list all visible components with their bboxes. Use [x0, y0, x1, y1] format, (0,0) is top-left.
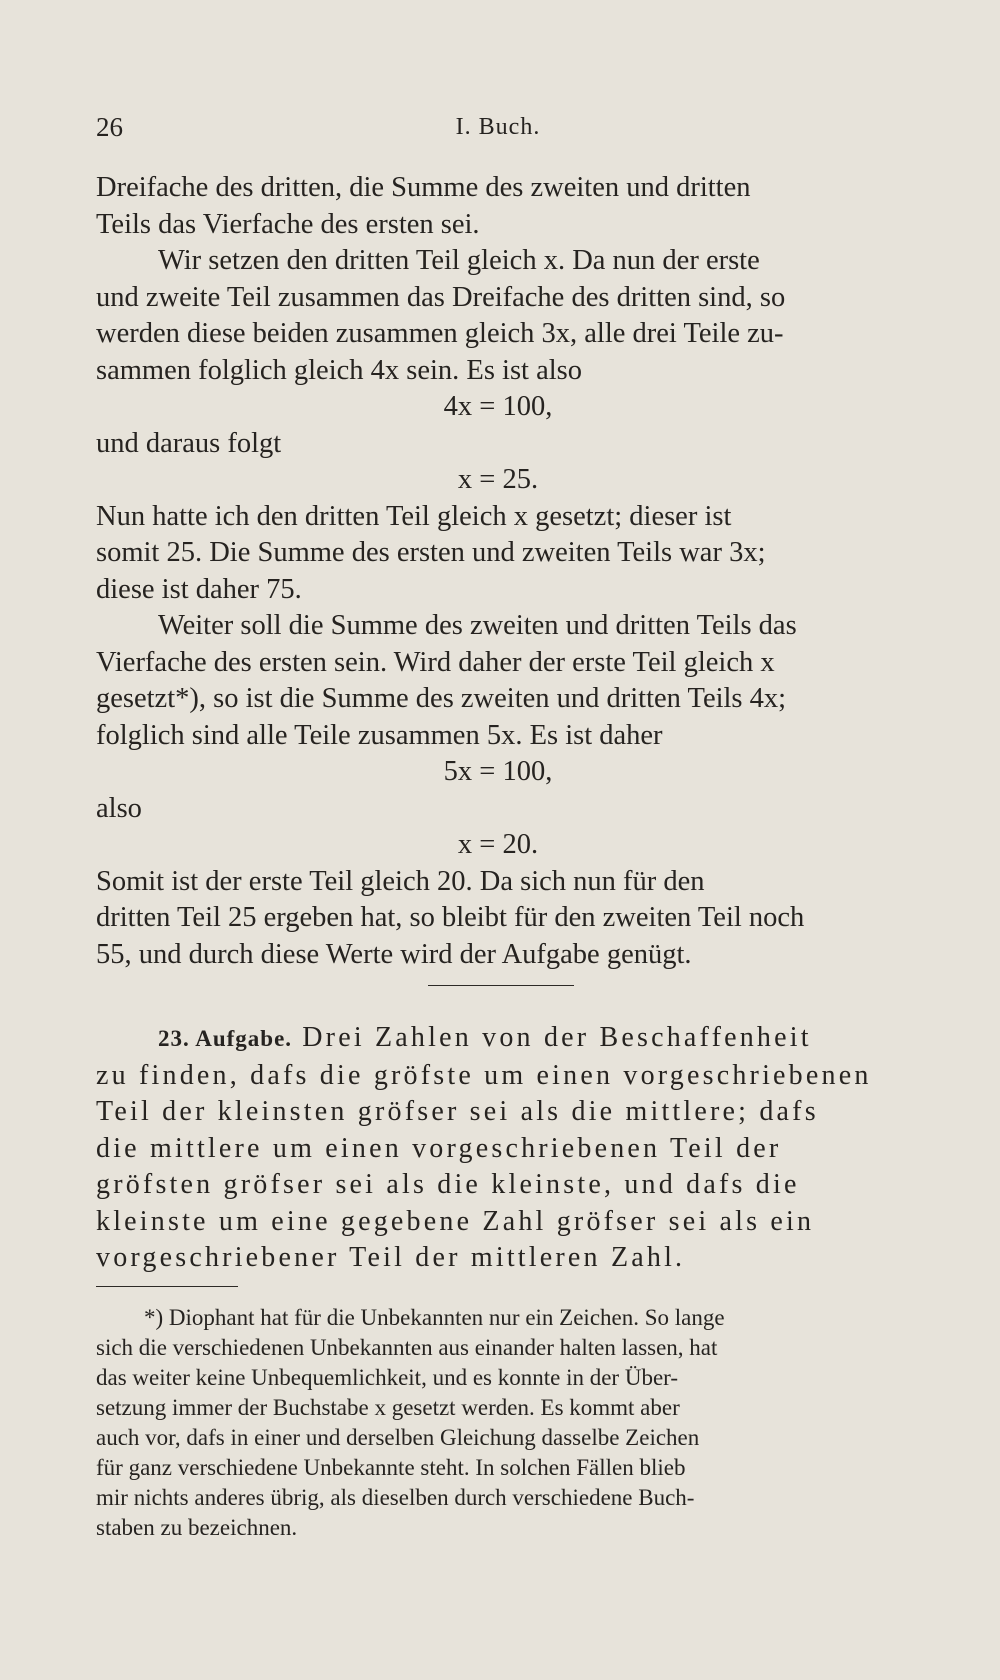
- footnote-line: setzung immer der Buchstabe x gesetzt werden. Es kommt aber: [96, 1395, 680, 1420]
- page-header: [96, 112, 900, 152]
- problem-label: 23. Aufgabe.: [158, 1026, 293, 1051]
- text-line: Vierfache des ersten sein. Wird daher der erste Teil gleich x: [96, 646, 775, 678]
- equation: x = 20.: [457, 829, 539, 860]
- problem-line: [96, 1020, 900, 1058]
- footnote-text: Diophant hat für die Unbekannten nur ein Zeichen. So lange: [168, 1305, 725, 1330]
- footnote-line: für ganz verschiedene Unbekannte steht. In solchen Fällen blieb: [96, 1455, 686, 1480]
- equation: 4x = 100,: [443, 391, 553, 422]
- footnote-line: sich die verschiedenen Unbekannten aus einander halten lassen, hat: [96, 1335, 718, 1360]
- text-line: Teils das Vierfache des ersten sei.: [96, 208, 480, 240]
- text-line: und daraus folgt: [96, 427, 282, 459]
- problem-line: Teil der kleinsten gröfser sei als die mittlere; dafs: [96, 1096, 819, 1127]
- problem-line: vorgeschriebener Teil der mittleren Zahl.: [96, 1242, 686, 1273]
- section-divider: [428, 985, 574, 986]
- equation: 5x = 100,: [443, 756, 553, 787]
- footnote-line: auch vor, dafs in einer und derselben Gleichung dasselbe Zeichen: [96, 1425, 700, 1450]
- text-line: werden diese beiden zusammen gleich 3x, alle drei Teile zu-: [96, 318, 784, 349]
- text-line: 55, und durch diese Werte wird der Aufgabe genügt.: [96, 938, 692, 970]
- equation: x = 25.: [457, 464, 539, 495]
- footnote-line: mir nichts anderes übrig, als dieselben durch verschiedene Buch-: [96, 1485, 695, 1510]
- text-line: dritten Teil 25 ergeben hat, so bleibt für den zweiten Teil noch: [96, 902, 805, 933]
- text-line: und zweite Teil zusammen das Dreifache des dritten sind, so: [96, 281, 786, 313]
- footnote-line: [96, 1303, 900, 1333]
- running-title: I. Buch.: [455, 114, 541, 140]
- text-line: Weiter soll die Summe des zweiten und dritten Teils das: [158, 610, 797, 641]
- footnote: [96, 1303, 900, 1543]
- footnote-marker: *): [144, 1305, 164, 1330]
- problem-line: gröfsten gröfser sei als die kleinste, und dafs die: [96, 1169, 800, 1200]
- text-line: diese ist daher 75.: [96, 573, 302, 605]
- text-line: Nun hatte ich den dritten Teil gleich x gesetzt; dieser ist: [96, 500, 732, 532]
- text-line: folglich sind alle Teile zusammen 5x. Es ist daher: [96, 719, 663, 751]
- problem-line: die mittlere um einen vorgeschriebenen Teil der: [96, 1132, 782, 1164]
- text-line: Wir setzen den dritten Teil gleich x. Da nun der erste: [158, 245, 760, 276]
- text-line: Dreifache des dritten, die Summe des zweiten und dritten: [96, 172, 751, 203]
- problem-23: [96, 1020, 900, 1277]
- text-line: Somit ist der erste Teil gleich 20. Da sich nun für den: [96, 865, 705, 897]
- problem-line: zu finden, dafs die gröfste um einen vorgeschriebenen: [96, 1059, 872, 1091]
- main-text: [96, 170, 900, 973]
- footnote-line: staben zu bezeichnen.: [96, 1515, 298, 1540]
- problem-line: kleinste um eine gegebene Zahl gröfser sei als ein: [96, 1205, 815, 1237]
- text-line: also: [96, 792, 142, 824]
- text-line: gesetzt*), so ist die Summe des zweiten und dritten Teils 4x;: [96, 683, 787, 714]
- page-number: 26: [96, 112, 123, 142]
- footnote-rule: [96, 1286, 238, 1287]
- text-line: somit 25. Die Summe des ersten und zweiten Teils war 3x;: [96, 537, 766, 568]
- problem-text: Drei Zahlen von der Beschaffenheit: [302, 1022, 812, 1053]
- footnote-line: das weiter keine Unbequemlichkeit, und es konnte in der Über-: [96, 1365, 679, 1390]
- text-line: sammen folglich gleich 4x sein. Es ist also: [96, 354, 583, 386]
